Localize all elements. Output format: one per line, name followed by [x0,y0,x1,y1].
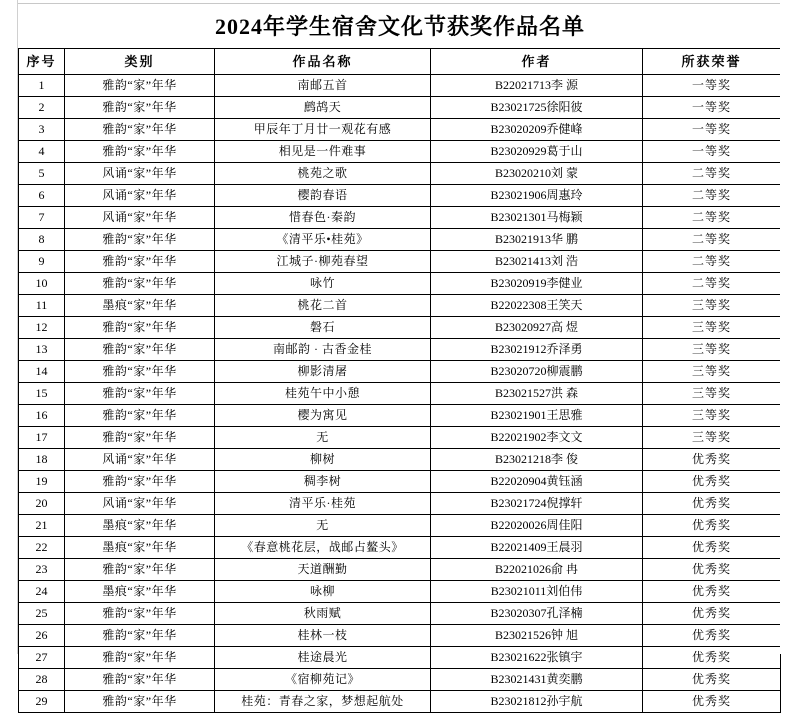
row-author: B23021913华 鹏 [431,229,643,251]
row-category: 风诵“家”年华 [65,185,215,207]
row-category: 雅韵“家”年华 [65,251,215,273]
table-row [19,603,781,625]
row-category: 风诵“家”年华 [65,207,215,229]
row-work-title: 樱韵春语 [215,185,431,207]
table-row [19,449,781,471]
row-category: 雅韵“家”年华 [65,669,215,691]
row-category: 雅韵“家”年华 [65,647,215,669]
row-work-title: 桂林一枝 [215,625,431,647]
row-award: 优秀奖 [643,449,781,471]
table-row [19,97,781,119]
row-category: 雅韵“家”年华 [65,339,215,361]
row-category: 雅韵“家”年华 [65,405,215,427]
row-index: 9 [19,251,65,273]
row-author: B23021901王思雅 [431,405,643,427]
table-row [19,339,781,361]
row-work-title: 桃花二首 [215,295,431,317]
row-work-title: 咏竹 [215,273,431,295]
column-header-author: 作者 [431,49,643,75]
row-author: B23021812孙宇航 [431,691,643,713]
row-author: B23020307孔泽楠 [431,603,643,625]
row-index: 5 [19,163,65,185]
row-category: 雅韵“家”年华 [65,317,215,339]
row-index: 17 [19,427,65,449]
row-category: 雅韵“家”年华 [65,141,215,163]
column-header-index: 序号 [19,49,65,75]
row-index: 4 [19,141,65,163]
row-category: 风诵“家”年华 [65,163,215,185]
row-author: B23020720柳震鹏 [431,361,643,383]
row-author: B23021431黄奕鹏 [431,669,643,691]
row-category: 雅韵“家”年华 [65,603,215,625]
row-author: B23021724倪撑轩 [431,493,643,515]
row-author: B22020904黄钰涵 [431,471,643,493]
row-author: B22021713李 源 [431,75,643,97]
row-index: 23 [19,559,65,581]
table-row [19,119,781,141]
row-award: 三等奖 [643,339,781,361]
column-header-work-title: 作品名称 [215,49,431,75]
row-category: 风诵“家”年华 [65,493,215,515]
row-index: 22 [19,537,65,559]
row-category: 墨痕“家”年华 [65,537,215,559]
row-award: 二等奖 [643,251,781,273]
row-award: 优秀奖 [643,537,781,559]
row-category: 雅韵“家”年华 [65,559,215,581]
row-number-gutter [0,0,18,654]
row-award: 二等奖 [643,229,781,251]
table-row [19,691,781,713]
table-row [19,229,781,251]
row-award: 一等奖 [643,97,781,119]
table-row [19,185,781,207]
row-category: 雅韵“家”年华 [65,691,215,713]
row-author: B23021218李 俊 [431,449,643,471]
row-category: 雅韵“家”年华 [65,361,215,383]
row-author: B23021912乔泽勇 [431,339,643,361]
row-award: 三等奖 [643,361,781,383]
row-award: 二等奖 [643,207,781,229]
row-index: 3 [19,119,65,141]
row-award: 优秀奖 [643,603,781,625]
row-work-title: 柳影清屠 [215,361,431,383]
row-index: 16 [19,405,65,427]
row-index: 15 [19,383,65,405]
row-category: 雅韵“家”年华 [65,383,215,405]
row-work-title: 柳树 [215,449,431,471]
row-index: 2 [19,97,65,119]
row-award: 三等奖 [643,427,781,449]
row-work-title: 樱为寓见 [215,405,431,427]
row-award: 优秀奖 [643,559,781,581]
row-category: 雅韵“家”年华 [65,229,215,251]
row-author: B23020210刘 蒙 [431,163,643,185]
table-row [19,251,781,273]
row-index: 26 [19,625,65,647]
row-work-title: 南邮韵 · 古香金桂 [215,339,431,361]
row-work-title: 无 [215,515,431,537]
table-row [19,625,781,647]
row-index: 7 [19,207,65,229]
row-index: 6 [19,185,65,207]
table-row [19,537,781,559]
table-row [19,493,781,515]
table-row [19,317,781,339]
table-row [19,669,781,691]
row-work-title: 无 [215,427,431,449]
table-row [19,163,781,185]
row-author: B23021011刘伯伟 [431,581,643,603]
row-award: 二等奖 [643,273,781,295]
row-work-title: 《清平乐•桂苑》 [215,229,431,251]
row-index: 27 [19,647,65,669]
row-index: 13 [19,339,65,361]
row-award: 三等奖 [643,383,781,405]
column-header-category: 类别 [65,49,215,75]
row-award: 优秀奖 [643,691,781,713]
row-award: 优秀奖 [643,515,781,537]
row-category: 雅韵“家”年华 [65,119,215,141]
table-row [19,581,781,603]
sheet-right-edge [780,0,800,654]
row-work-title: 清平乐·桂苑 [215,493,431,515]
row-work-title: 稠李树 [215,471,431,493]
row-index: 25 [19,603,65,625]
row-author: B22022308王笑天 [431,295,643,317]
row-index: 10 [19,273,65,295]
row-category: 雅韵“家”年华 [65,97,215,119]
row-author: B23021527洪 森 [431,383,643,405]
row-work-title: 桂苑午中小憩 [215,383,431,405]
row-category: 雅韵“家”年华 [65,625,215,647]
row-work-title: 桃苑之歌 [215,163,431,185]
table-body [19,75,781,713]
row-index: 14 [19,361,65,383]
table-row [19,383,781,405]
row-category: 雅韵“家”年华 [65,427,215,449]
row-author: B23021526钟 旭 [431,625,643,647]
row-index: 19 [19,471,65,493]
row-index: 24 [19,581,65,603]
row-work-title: 秋雨赋 [215,603,431,625]
table-row [19,75,781,97]
row-award: 一等奖 [643,75,781,97]
row-author: B23020927高 煜 [431,317,643,339]
row-award: 一等奖 [643,141,781,163]
table-row [19,207,781,229]
row-author: B23020919李健业 [431,273,643,295]
row-index: 20 [19,493,65,515]
row-work-title: 《宿柳苑记》 [215,669,431,691]
row-work-title: 天道酬勤 [215,559,431,581]
row-award: 一等奖 [643,119,781,141]
row-index: 11 [19,295,65,317]
row-award: 二等奖 [643,163,781,185]
row-work-title: 南邮五首 [215,75,431,97]
row-index: 18 [19,449,65,471]
row-work-title: 惜春色·秦韵 [215,207,431,229]
row-category: 雅韵“家”年华 [65,75,215,97]
row-author: B22020026周佳阳 [431,515,643,537]
row-index: 21 [19,515,65,537]
row-award: 优秀奖 [643,471,781,493]
table-row [19,515,781,537]
row-author: B23020929葛于山 [431,141,643,163]
row-award: 优秀奖 [643,581,781,603]
row-category: 墨痕“家”年华 [65,581,215,603]
row-work-title: 江城子·柳苑春望 [215,251,431,273]
row-author: B22021026俞 冉 [431,559,643,581]
row-author: B23021906周惠玲 [431,185,643,207]
row-author: B23021622张镇宇 [431,647,643,669]
row-work-title: 鹧鸪天 [215,97,431,119]
row-author: B22021902李文文 [431,427,643,449]
row-index: 12 [19,317,65,339]
page-title: 2024年学生宿舍文化节获奖作品名单 [214,14,585,39]
column-header-award: 所获荣誉 [643,49,781,75]
row-category: 风诵“家”年华 [65,449,215,471]
row-category: 雅韵“家”年华 [65,471,215,493]
table-row [19,471,781,493]
row-work-title: 桂苑：青春之家，梦想起航处 [215,691,431,713]
row-author: B23021301马梅颖 [431,207,643,229]
row-author: B23020209乔健峰 [431,119,643,141]
row-index: 8 [19,229,65,251]
row-award: 优秀奖 [643,493,781,515]
row-work-title: 桂途晨光 [215,647,431,669]
row-index: 29 [19,691,65,713]
table-row [19,647,781,669]
awards-table [18,48,781,713]
row-award: 优秀奖 [643,647,781,669]
table-row [19,141,781,163]
row-award: 优秀奖 [643,669,781,691]
table-row [19,559,781,581]
table-row [19,273,781,295]
row-work-title: 咏柳 [215,581,431,603]
table-header-row [19,49,781,75]
row-index: 28 [19,669,65,691]
table-row [19,427,781,449]
row-award: 二等奖 [643,185,781,207]
row-category: 墨痕“家”年华 [65,515,215,537]
row-author: B22021409王晨羽 [431,537,643,559]
row-award: 三等奖 [643,295,781,317]
row-category: 雅韵“家”年华 [65,273,215,295]
row-index: 1 [19,75,65,97]
table-header [19,49,781,75]
row-award: 三等奖 [643,405,781,427]
row-work-title: 磐石 [215,317,431,339]
row-award: 优秀奖 [643,625,781,647]
table-row [19,295,781,317]
row-award: 三等奖 [643,317,781,339]
row-author: B23021725徐阳彼 [431,97,643,119]
table-row [19,405,781,427]
table-row [19,361,781,383]
row-work-title: 《春意桃花层，战邮占鳌头》 [215,537,431,559]
row-category: 墨痕“家”年华 [65,295,215,317]
row-author: B23021413刘 浩 [431,251,643,273]
row-work-title: 相见是一件难事 [215,141,431,163]
row-work-title: 甲辰年丁月廿一观花有感 [215,119,431,141]
